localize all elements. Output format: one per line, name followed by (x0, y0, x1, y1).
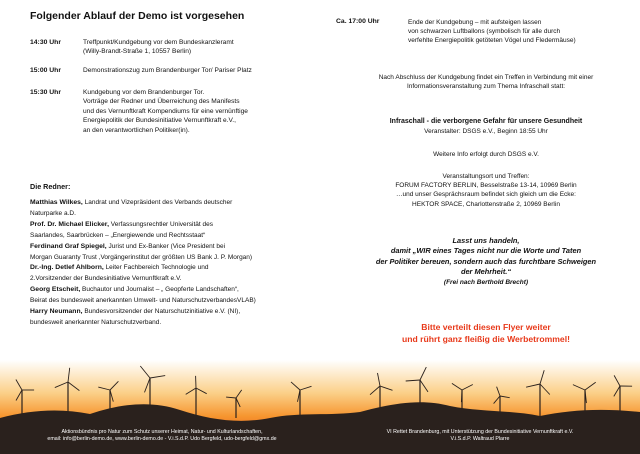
quote-line: Lasst uns handeln, (452, 236, 520, 245)
speaker-role: Beirat des bundesweit anerkannten Umwelt- und NaturschutzverbandesVLAB) (30, 297, 256, 305)
schedule-line: Demonstrationszug zum Brandenburger Tor/ Pariser Platz (83, 67, 252, 74)
brecht-quote (336, 236, 636, 288)
speaker-name: Ferdinand Graf Spiegel, (30, 242, 107, 250)
schedule-line: Kundgebung vor dem Brandenburger Tor. (83, 89, 205, 96)
schedule-description (83, 66, 323, 75)
share-callout (336, 321, 636, 345)
schedule-time: 15:00 Uhr (30, 67, 61, 74)
end-description (408, 18, 633, 46)
speaker-role: Leiter Fachbereich Technologie und (103, 264, 209, 272)
schedule-description (83, 88, 323, 135)
quote-line: damit „WIR eines Tages nicht nur die Worte und Taten (390, 246, 582, 256)
footer-line: Aktionsbündnis pro Natur zum Schutz unserer Heimat, Natur- und Kulturlandschaften, (61, 429, 263, 435)
quote-author: (Frei nach Berthold Brecht) (443, 278, 529, 286)
speaker-role: Bundesvorsitzender der Naturschutzinitiative e.V. (NI), (82, 308, 241, 316)
schedule-line: und des Vernunftkraft Kompendiums für eine vernünftige (83, 107, 248, 115)
schedule-heading: Folgender Ablauf der Demo ist vorgesehen (30, 10, 245, 22)
speaker-name: Matthias Wilkes, (30, 199, 83, 206)
speaker-entry (30, 307, 320, 329)
speaker-entry (30, 263, 320, 285)
venue-note: …und unser Gesprächsraum befindet sich gleich um die Ecke: (396, 191, 576, 199)
schedule-description (83, 38, 323, 57)
speaker-entry (30, 242, 320, 264)
schedule-time: 14:30 Uhr (30, 39, 61, 46)
venue-label: Veranstaltungsort und Treffen: (442, 173, 530, 180)
footer-line: VI Rettet Brandenburg, mit Unterstützung der Bundesinitiative Vernunftkraft e.V. (386, 429, 574, 435)
schedule-line: (Willy-Brandt-Straße 1, 10557 Berlin) (83, 48, 192, 56)
speaker-entry (30, 198, 320, 220)
speaker-role: Verfassungsrechtler Universität des (108, 220, 214, 228)
footer-left (12, 429, 312, 444)
speaker-role: Saarlandes, Saarbrücken – „Energiewende und Rechtsstaat“ (30, 231, 206, 239)
quote-line: der Mehrheit.“ (460, 267, 512, 277)
further-info: Weitere Info erfolgt durch DSGS e.V. (433, 151, 539, 158)
event-organizer: Veranstalter: DSGS e.V., Beginn 18:55 Uhr (424, 128, 548, 135)
end-line: Ende der Kundgebung – mit aufsteigen lassen (408, 19, 542, 26)
venue-block (336, 172, 636, 209)
info-line: Nach Abschluss der Kundgebung findet ein Treffen in Verbindung mit einer (378, 74, 594, 81)
callout-line: und rührt ganz fleißig die Werbetrommel! (402, 334, 570, 344)
schedule-line: Energiepolitik der Bundesinitiative Vernunftkraft e.V., (83, 117, 236, 125)
schedule-time: 15:30 Uhr (30, 89, 61, 96)
venue-address: FORUM FACTORY BERLIN, Besselstraße 13-14, 10969 Berlin (395, 182, 577, 190)
speaker-name: Georg Etscheit, (30, 286, 81, 294)
footer-right (330, 429, 630, 444)
speaker-role: Buchautor und Journalist – „ Geopferte Landschaften“, (80, 286, 239, 294)
speakers-list (30, 198, 320, 329)
followup-info (336, 73, 636, 91)
info-line: Informationsveranstaltung zum Thema Infraschall statt: (406, 83, 566, 91)
footer-line: email: info@berlin-demo.de, www.berlin-demo.de - V.i.S.d.P. Udo Bergfeld, udo-bergfeld@gmx.de (47, 436, 277, 443)
end-line: verfehlte Energiepolitik getöteten Vögel und Fledermäuse) (408, 37, 576, 45)
schedule-line: Vorträge der Redner und Überreichung des Manifests (83, 98, 240, 106)
quote-line: der Politiker bereuen, sondern auch das furchtbare Schweigen (375, 256, 597, 266)
footer-line: V.i.S.d.P. Waltraud Plarre (450, 436, 510, 443)
speaker-role: Morgan Guaranty Trust ,Vorgängerinstitut der größten US Bank J. P. Morgan) (30, 253, 253, 261)
event-title: Infraschall - die verborgene Gefahr für unsere Gesundheit (389, 118, 583, 125)
end-time: Ca. 17:00 Uhr (336, 18, 380, 25)
speaker-role: Landrat und Vizepräsident des Verbands deutscher (82, 199, 233, 206)
end-line: von schwarzen Luftballons (symbolisch für alle durch (408, 28, 561, 36)
speaker-name: Dr.-Ing. Detlef Ahlborn, (30, 264, 104, 272)
speaker-entry (30, 220, 320, 242)
speakers-heading: Die Redner: (30, 182, 71, 191)
callout-line: Bitte verteilt diesen Flyer weiter (421, 322, 551, 332)
venue-address-2: HEKTOR SPACE, Charlottenstraße 2, 10969 Berlin (412, 200, 560, 208)
schedule-line: an den verantwortlichen Politiker(in). (83, 126, 190, 134)
speaker-name: Prof. Dr. Michael Elicker, (30, 220, 109, 228)
speaker-entry (30, 285, 320, 307)
speaker-role: Jurist und Ex-Banker (Vice President bei (106, 242, 226, 250)
speaker-name: Harry Neumann, (30, 308, 83, 316)
schedule-line: Treffpunkt/Kundgebung vor dem Bundeskanzleramt (83, 39, 234, 46)
speaker-role: 2.Vorsitzender der Bundesinitiative Vernunftkraft e.V. (30, 275, 182, 283)
speaker-role: Naturparke a.D. (30, 209, 76, 217)
speaker-role: bundesweit anerkannter Naturschutzverband. (30, 318, 162, 326)
